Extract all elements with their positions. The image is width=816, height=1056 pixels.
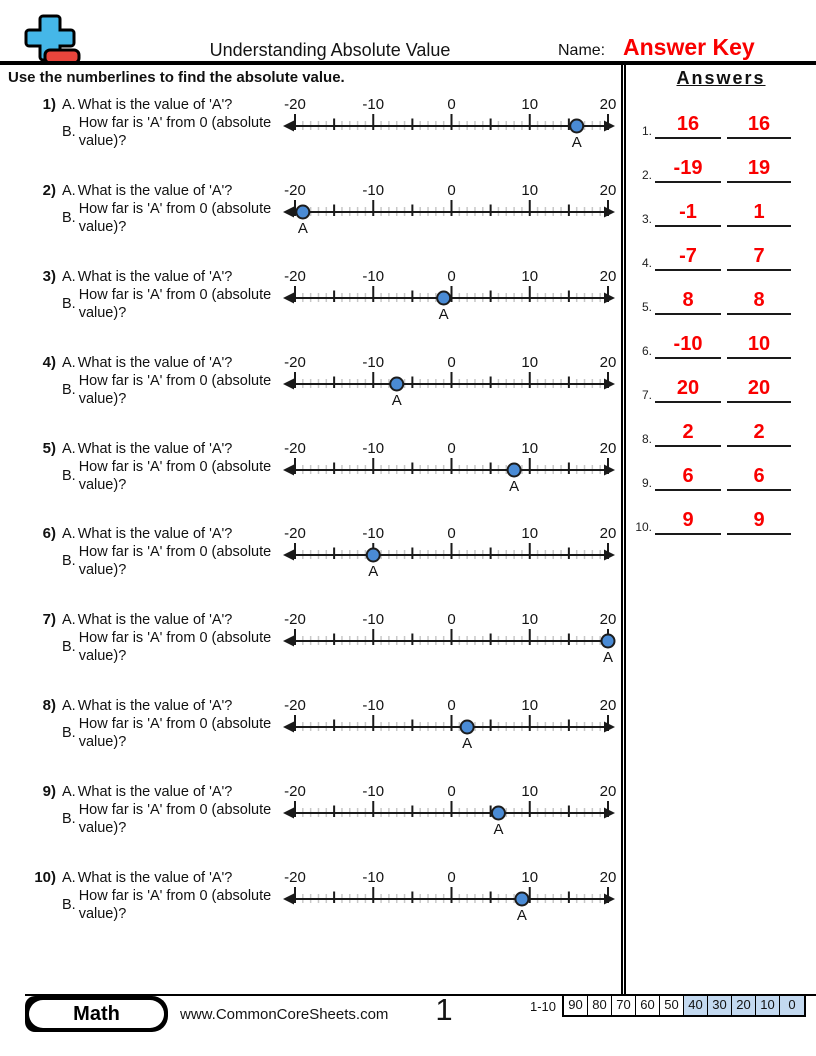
- question-a: [62, 268, 280, 286]
- axis-tick-label: 20: [599, 440, 617, 457]
- axis-tick-label: 20: [599, 783, 617, 800]
- axis-tick-label: -10: [362, 268, 385, 285]
- question-b-text: How far is 'A' from 0 (absolute value)?: [78, 802, 272, 836]
- name-label: Name:: [558, 42, 606, 59]
- point-label: A: [438, 306, 449, 323]
- question-b: [62, 458, 280, 494]
- point-label: A: [368, 563, 379, 580]
- left-arrow-icon: [283, 894, 294, 905]
- axis-tick-label: 0: [447, 525, 456, 542]
- problem-row: [30, 525, 620, 607]
- problem-number: 8): [42, 697, 56, 714]
- point-dot: [492, 807, 505, 820]
- problem-row: [30, 697, 620, 779]
- numberline: [281, 869, 617, 925]
- problem-row: [30, 611, 620, 693]
- right-arrow-icon: [604, 121, 615, 132]
- problem-number: 5): [42, 440, 56, 457]
- question-b-text: How far is 'A' from 0 (absolute value)?: [78, 544, 272, 578]
- answer-row: [628, 419, 812, 447]
- point-label: A: [462, 735, 473, 752]
- question-b-label: B.: [62, 296, 76, 312]
- problem-questions: [62, 96, 280, 150]
- left-arrow-icon: [283, 465, 294, 476]
- axis-tick-label: 10: [521, 354, 539, 371]
- axis-tick-label: 20: [599, 611, 617, 628]
- right-arrow-icon: [604, 722, 615, 733]
- answer-row: [628, 155, 812, 183]
- problem-questions: [62, 697, 280, 751]
- numberline: [281, 697, 617, 753]
- question-b-text: How far is 'A' from 0 (absolute value)?: [78, 716, 272, 750]
- right-arrow-icon: [604, 379, 615, 390]
- left-arrow-icon: [283, 808, 294, 819]
- axis-tick-label: 0: [447, 96, 456, 113]
- answer-absolute-value: 19: [727, 156, 791, 183]
- axis-tick-label: 20: [599, 182, 617, 199]
- axis-tick-label: -10: [362, 783, 385, 800]
- problem-questions: [62, 869, 280, 923]
- numberline: [281, 525, 617, 581]
- problem-number: 10): [34, 869, 56, 886]
- problem-questions: [62, 354, 280, 408]
- right-arrow-icon: [604, 808, 615, 819]
- question-b-label: B.: [62, 553, 76, 569]
- problem-number: 6): [42, 525, 56, 542]
- question-a-text: What is the value of 'A'?: [77, 784, 233, 800]
- score-cell: 90: [564, 996, 588, 1015]
- point-dot: [437, 292, 450, 305]
- question-a-label: A.: [62, 526, 76, 542]
- question-b: [62, 543, 280, 579]
- axis-tick-label: -20: [284, 869, 306, 886]
- answer-value: 8: [655, 288, 721, 315]
- numberline: [281, 611, 617, 667]
- problem-number: 9): [42, 783, 56, 800]
- axis-tick-label: 0: [447, 354, 456, 371]
- problem-number: 7): [42, 611, 56, 628]
- question-a: [62, 182, 280, 200]
- question-b-text: How far is 'A' from 0 (absolute value)?: [78, 888, 272, 922]
- axis-tick-label: -10: [362, 869, 385, 886]
- axis-tick-label: -20: [284, 268, 306, 285]
- question-b-text: How far is 'A' from 0 (absolute value)?: [78, 201, 272, 235]
- point-dot: [570, 120, 583, 133]
- website-text: www.CommonCoreSheets.com: [180, 1006, 389, 1023]
- left-arrow-icon: [283, 121, 294, 132]
- vertical-divider: [621, 65, 626, 994]
- question-b-text: How far is 'A' from 0 (absolute value)?: [78, 373, 272, 407]
- axis-tick-label: -20: [284, 440, 306, 457]
- answer-row: [628, 463, 812, 491]
- answer-row-number: 1.: [641, 124, 652, 138]
- question-a: [62, 783, 280, 801]
- answer-absolute-value: 20: [727, 376, 791, 403]
- answer-row: [628, 199, 812, 227]
- question-a-text: What is the value of 'A'?: [77, 870, 233, 886]
- point-dot: [602, 635, 615, 648]
- point-dot: [508, 464, 521, 477]
- problem-questions: [62, 611, 280, 665]
- answers-panel-title: Answers: [676, 68, 766, 88]
- question-a-label: A.: [62, 269, 76, 285]
- score-table: [562, 994, 806, 1017]
- answer-value: -19: [655, 156, 721, 183]
- axis-tick-label: 10: [521, 611, 539, 628]
- point-dot: [461, 721, 474, 734]
- axis-tick-label: 20: [599, 525, 617, 542]
- question-b: [62, 629, 280, 665]
- question-a-label: A.: [62, 441, 76, 457]
- numberline: [281, 354, 617, 410]
- question-a: [62, 525, 280, 543]
- question-b: [62, 801, 280, 837]
- problem-questions: [62, 268, 280, 322]
- score-cell: 50: [660, 996, 684, 1015]
- header-rule: [0, 61, 816, 65]
- question-b: [62, 114, 280, 150]
- question-a-text: What is the value of 'A'?: [77, 269, 233, 285]
- question-b-label: B.: [62, 468, 76, 484]
- numberline: [281, 268, 617, 324]
- problem-questions: [62, 783, 280, 837]
- axis-tick-label: 20: [599, 354, 617, 371]
- question-b-label: B.: [62, 811, 76, 827]
- question-a: [62, 611, 280, 629]
- numberline: [281, 96, 617, 152]
- point-label: A: [391, 392, 402, 409]
- axis-tick-label: 10: [521, 440, 539, 457]
- answer-row-number: 5.: [641, 300, 652, 314]
- question-a: [62, 96, 280, 114]
- question-a-label: A.: [62, 698, 76, 714]
- answer-absolute-value: 10: [727, 332, 791, 359]
- answer-absolute-value: 2: [727, 420, 791, 447]
- problem-row: [30, 783, 620, 865]
- question-a-text: What is the value of 'A'?: [77, 355, 233, 371]
- axis-tick-label: 10: [521, 182, 539, 199]
- score-cell: 60: [636, 996, 660, 1015]
- question-b-label: B.: [62, 124, 76, 140]
- question-a-label: A.: [62, 870, 76, 886]
- score-cell: 10: [756, 996, 780, 1015]
- problem-row: [30, 182, 620, 264]
- point-dot: [367, 549, 380, 562]
- page-number: 1: [435, 992, 453, 1027]
- question-b: [62, 200, 280, 236]
- question-a: [62, 869, 280, 887]
- question-a-label: A.: [62, 183, 76, 199]
- answer-row: [628, 375, 812, 403]
- right-arrow-icon: [604, 293, 615, 304]
- answer-absolute-value: 6: [727, 464, 791, 491]
- axis-tick-label: -20: [284, 611, 306, 628]
- score-cell: 40: [684, 996, 708, 1015]
- axis-tick-label: 0: [447, 697, 456, 714]
- problem-number: 4): [42, 354, 56, 371]
- left-arrow-icon: [283, 379, 294, 390]
- question-b-text: How far is 'A' from 0 (absolute value)?: [78, 459, 272, 493]
- answer-key-text: Answer Key: [623, 34, 755, 60]
- axis-tick-label: 20: [599, 268, 617, 285]
- axis-tick-label: -10: [362, 182, 385, 199]
- score-cell: 80: [588, 996, 612, 1015]
- problem-row: [30, 869, 620, 951]
- answer-absolute-value: 8: [727, 288, 791, 315]
- numberline: [281, 783, 617, 839]
- score-cell: 30: [708, 996, 732, 1015]
- question-a-label: A.: [62, 784, 76, 800]
- axis-tick-label: 0: [447, 783, 456, 800]
- answer-row-number: 10.: [635, 520, 652, 534]
- right-arrow-icon: [604, 465, 615, 476]
- left-arrow-icon: [283, 293, 294, 304]
- axis-tick-label: -20: [284, 354, 306, 371]
- axis-tick-label: 20: [599, 869, 617, 886]
- score-cell: 70: [612, 996, 636, 1015]
- question-a-text: What is the value of 'A'?: [77, 441, 233, 457]
- subject-badge-label: Math: [29, 1000, 164, 1028]
- question-b-text: How far is 'A' from 0 (absolute value)?: [78, 630, 272, 664]
- answer-row: [628, 331, 812, 359]
- axis-tick-label: -20: [284, 783, 306, 800]
- question-b: [62, 715, 280, 751]
- numberline: [281, 182, 617, 238]
- problem-number: 1): [42, 96, 56, 113]
- answer-value: -1: [655, 200, 721, 227]
- question-a-text: What is the value of 'A'?: [77, 612, 233, 628]
- axis-tick-label: -10: [362, 611, 385, 628]
- axis-tick-label: -20: [284, 96, 306, 113]
- right-arrow-icon: [604, 894, 615, 905]
- numberline: [281, 440, 617, 496]
- answer-row-number: 9.: [641, 476, 652, 490]
- answer-row-number: 7.: [641, 388, 652, 402]
- point-label: A: [516, 907, 527, 924]
- answer-absolute-value: 1: [727, 200, 791, 227]
- axis-tick-label: 0: [447, 869, 456, 886]
- problem-questions: [62, 182, 280, 236]
- answer-row-number: 4.: [641, 256, 652, 270]
- point-label: A: [297, 220, 308, 237]
- axis-tick-label: -10: [362, 96, 385, 113]
- axis-tick-label: 10: [521, 783, 539, 800]
- question-a-text: What is the value of 'A'?: [77, 698, 233, 714]
- point-dot: [515, 893, 528, 906]
- axis-tick-label: 0: [447, 440, 456, 457]
- answer-value: 20: [655, 376, 721, 403]
- axis-tick-label: -20: [284, 182, 306, 199]
- question-b: [62, 286, 280, 322]
- question-a: [62, 354, 280, 372]
- axis-tick-label: -10: [362, 440, 385, 457]
- axis-tick-label: 10: [521, 525, 539, 542]
- problem-questions: [62, 440, 280, 494]
- question-b: [62, 372, 280, 408]
- answer-value: -7: [655, 244, 721, 271]
- point-label: A: [509, 478, 520, 495]
- question-a-text: What is the value of 'A'?: [77, 526, 233, 542]
- axis-tick-label: 0: [447, 611, 456, 628]
- axis-tick-label: 10: [521, 268, 539, 285]
- point-dot: [390, 378, 403, 391]
- question-a-text: What is the value of 'A'?: [77, 183, 233, 199]
- answer-row-number: 3.: [641, 212, 652, 226]
- axis-tick-label: -10: [362, 525, 385, 542]
- point-label: A: [571, 134, 582, 151]
- axis-tick-label: 10: [521, 869, 539, 886]
- answer-absolute-value: 7: [727, 244, 791, 271]
- question-a: [62, 697, 280, 715]
- point-label: A: [493, 821, 504, 838]
- problem-row: [30, 96, 620, 178]
- axis-tick-label: 20: [599, 96, 617, 113]
- problem-row: [30, 440, 620, 522]
- problem-number: 2): [42, 182, 56, 199]
- answer-value: -10: [655, 332, 721, 359]
- point-dot: [296, 206, 309, 219]
- page-title: Understanding Absolute Value: [209, 40, 451, 60]
- question-a-label: A.: [62, 97, 76, 113]
- axis-tick-label: -10: [362, 697, 385, 714]
- question-b-label: B.: [62, 639, 76, 655]
- right-arrow-icon: [604, 550, 615, 561]
- question-b-label: B.: [62, 382, 76, 398]
- axis-tick-label: 10: [521, 96, 539, 113]
- question-b-label: B.: [62, 725, 76, 741]
- problem-number: 3): [42, 268, 56, 285]
- instruction-text: Use the numberlines to find the absolute value.: [8, 69, 345, 86]
- question-b-label: B.: [62, 210, 76, 226]
- answer-row-number: 6.: [641, 344, 652, 358]
- answer-row-number: 8.: [641, 432, 652, 446]
- question-a-label: A.: [62, 612, 76, 628]
- axis-tick-label: 20: [599, 697, 617, 714]
- answer-absolute-value: 16: [727, 112, 791, 139]
- score-range-label: 1-10: [530, 999, 557, 1014]
- answer-value: 16: [655, 112, 721, 139]
- question-b: [62, 887, 280, 923]
- left-arrow-icon: [283, 722, 294, 733]
- commoncoresheets-logo-icon: [18, 12, 82, 68]
- question-a-label: A.: [62, 355, 76, 371]
- question-b-text: How far is 'A' from 0 (absolute value)?: [78, 287, 272, 321]
- answer-value: 9: [655, 508, 721, 535]
- question-b-label: B.: [62, 897, 76, 913]
- answer-value: 2: [655, 420, 721, 447]
- left-arrow-icon: [283, 207, 294, 218]
- score-cell: 20: [732, 996, 756, 1015]
- right-arrow-icon: [604, 207, 615, 218]
- axis-tick-label: 0: [447, 268, 456, 285]
- question-a: [62, 440, 280, 458]
- question-a-text: What is the value of 'A'?: [77, 97, 233, 113]
- left-arrow-icon: [283, 550, 294, 561]
- axis-tick-label: -20: [284, 525, 306, 542]
- answer-row: [628, 111, 812, 139]
- left-arrow-icon: [283, 636, 294, 647]
- axis-tick-label: -20: [284, 697, 306, 714]
- point-label: A: [602, 649, 614, 666]
- score-cell: 0: [780, 996, 804, 1015]
- axis-tick-label: 10: [521, 697, 539, 714]
- problem-questions: [62, 525, 280, 579]
- answer-row-number: 2.: [641, 168, 652, 182]
- answer-value: 6: [655, 464, 721, 491]
- problem-row: [30, 268, 620, 350]
- answer-row: [628, 507, 812, 535]
- subject-badge: [25, 996, 168, 1032]
- problem-row: [30, 354, 620, 436]
- answer-row: [628, 287, 812, 315]
- answer-absolute-value: 9: [727, 508, 791, 535]
- question-b-text: How far is 'A' from 0 (absolute value)?: [78, 115, 272, 149]
- axis-tick-label: -10: [362, 354, 385, 371]
- axis-tick-label: 0: [447, 182, 456, 199]
- answer-row: [628, 243, 812, 271]
